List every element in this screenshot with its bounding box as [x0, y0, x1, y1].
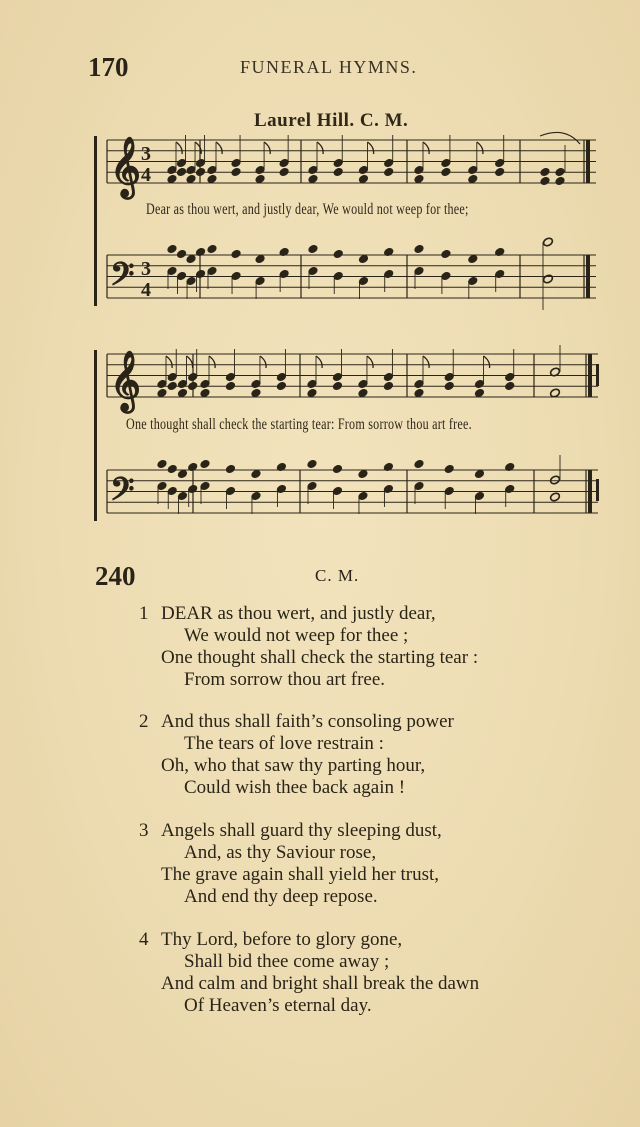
bass-clef-icon: 𝄢: [110, 258, 135, 300]
system-1-lyrics: Dear as thou wert, and justly dear, We would not weep for thee;: [146, 201, 469, 218]
verse-line: And thus shall faith’s consoling power: [161, 711, 454, 732]
note-head: [444, 381, 455, 391]
note-head: [199, 459, 210, 469]
system-2-lyrics: One thought shall check the starting tear: From sorrow thou art free.: [126, 416, 472, 433]
verse-line: Angels shall guard thy sleeping dust,: [161, 820, 442, 841]
note-flag: [260, 356, 266, 368]
note-head: [504, 381, 515, 391]
note-head: [440, 167, 451, 177]
note-head: [167, 464, 178, 474]
note-head: [383, 167, 394, 177]
system-bracket: [94, 350, 97, 521]
note-head: [156, 459, 167, 469]
verse-line: Thy Lord, before to glory gone,: [161, 929, 403, 950]
note-head: [195, 167, 206, 177]
note-head: [332, 464, 343, 474]
note-flag: [477, 142, 483, 154]
note-head: [187, 381, 198, 391]
note-flag: [483, 356, 489, 368]
note-head: [278, 167, 289, 177]
note-head: [333, 249, 344, 259]
time-signature: 3: [141, 143, 151, 165]
note-flag: [209, 356, 215, 368]
note-flag: [367, 356, 373, 368]
note-head: [413, 459, 424, 469]
stanza-number: 4: [139, 929, 149, 950]
note-head: [494, 247, 505, 257]
verse-line: The grave again shall yield her trust,: [161, 864, 440, 885]
verse-line: The tears of love restrain :: [184, 733, 384, 754]
note-head: [225, 381, 236, 391]
time-signature: 4: [141, 279, 151, 301]
note-head: [383, 381, 394, 391]
note-flag: [316, 356, 322, 368]
note-flag: [186, 356, 192, 368]
note-flag: [367, 142, 373, 154]
stanza-number: 3: [139, 820, 149, 841]
end-mark: [596, 479, 599, 501]
note-head: [176, 167, 187, 177]
bass-clef-icon: 𝄢: [110, 473, 135, 515]
note-head: [306, 459, 317, 469]
note-head: [539, 176, 550, 186]
verse-line: We would not weep for thee ;: [184, 625, 409, 646]
note-head: [230, 167, 241, 177]
verse-line: From sorrow thou art free.: [184, 669, 386, 690]
note-head: [494, 167, 505, 177]
music-score: [0, 0, 640, 540]
end-mark: [596, 364, 599, 386]
time-signature: 4: [141, 164, 151, 186]
note-head: [225, 464, 236, 474]
hymn-number: 240: [95, 561, 136, 591]
verse-line: Could wish thee back again !: [184, 777, 406, 798]
treble-clef-icon: 𝄞: [110, 139, 141, 196]
treble-clef-icon: 𝄞: [110, 353, 141, 410]
note-head: [554, 176, 565, 186]
time-signature: 3: [141, 258, 151, 280]
note-flag: [264, 142, 270, 154]
note-flag: [423, 356, 429, 368]
note-flag: [176, 142, 182, 154]
note-head: [278, 247, 289, 257]
note-head: [413, 244, 424, 254]
note-head: [542, 274, 553, 284]
verse-line: And calm and bright shall break the dawn: [161, 973, 480, 994]
note-head: [549, 492, 560, 502]
note-head: [542, 237, 553, 247]
page-number: 170: [88, 52, 129, 82]
note-head: [504, 462, 515, 472]
running-head: FUNERAL HYMNS.: [240, 57, 418, 77]
system-bracket: [94, 136, 97, 306]
tune-title: Laurel Hill. C. M.: [254, 110, 409, 131]
note-head: [276, 462, 287, 472]
stanza-number: 2: [139, 711, 149, 732]
note-head: [206, 244, 217, 254]
note-head: [187, 462, 198, 472]
stanza-number: 1: [139, 603, 149, 624]
hymn-meter: C. M.: [315, 566, 360, 585]
note-head: [167, 381, 178, 391]
note-flag: [317, 142, 323, 154]
note-head: [176, 249, 187, 259]
note-head: [440, 249, 451, 259]
note-head: [307, 244, 318, 254]
verse-line: And, as thy Saviour rose,: [184, 842, 377, 863]
note-head: [554, 167, 565, 177]
note-head: [444, 464, 455, 474]
note-head: [333, 167, 344, 177]
slur: [540, 132, 580, 144]
note-head: [549, 475, 560, 485]
note-flag: [216, 142, 222, 154]
verse-line: Of Heaven’s eternal day.: [184, 995, 372, 1016]
note-head: [539, 167, 550, 177]
verse-line: And end thy deep repose.: [184, 886, 378, 907]
note-flag: [166, 356, 172, 368]
verse-line: One thought shall check the starting tear :: [161, 647, 479, 668]
note-head: [166, 244, 177, 254]
verse-line: Shall bid thee come away ;: [184, 951, 390, 972]
note-flag: [423, 142, 429, 154]
verse-line: Oh, who that saw thy parting hour,: [161, 755, 426, 776]
note-head: [230, 249, 241, 259]
note-head: [332, 381, 343, 391]
verse-line: DEAR as thou wert, and justly dear,: [161, 603, 436, 624]
note-head: [195, 247, 206, 257]
note-head: [383, 462, 394, 472]
note-head: [383, 247, 394, 257]
note-head: [276, 381, 287, 391]
